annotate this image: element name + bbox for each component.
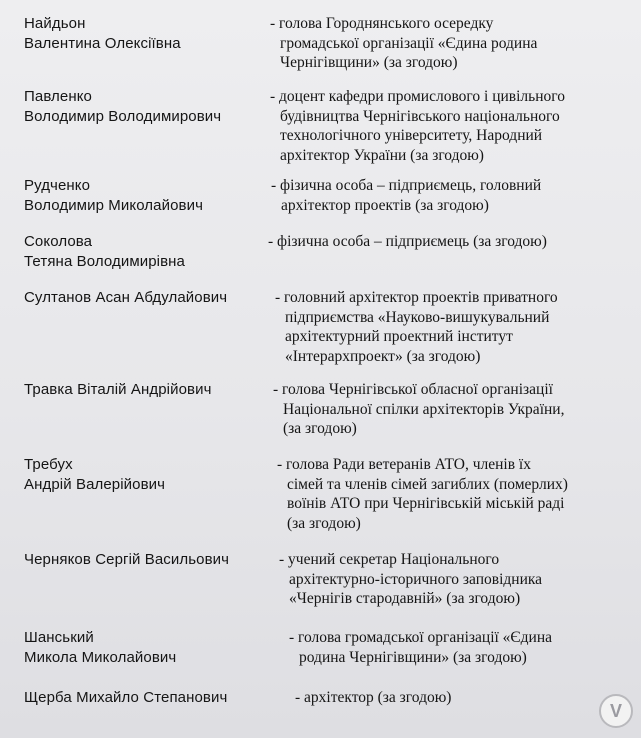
member-position-line: родина Чернігівщини» (за згодою)	[299, 648, 527, 666]
member-position-line: (за згодою)	[283, 420, 357, 437]
member-position-line: воїнів АТО при Чернігівській міській раді	[287, 495, 565, 512]
member-position-line: підприємства «Науково-вишукувальний	[285, 308, 550, 326]
member-position	[271, 176, 542, 215]
member-position	[277, 455, 568, 533]
member-name-line: Черняков Сергій Васильович	[24, 551, 230, 568]
member-name	[24, 550, 274, 570]
member-position	[279, 550, 543, 609]
member-name	[24, 628, 274, 668]
member-position	[268, 232, 547, 252]
member-position-line: архітектурно-історичного заповідника	[289, 570, 543, 588]
member-name	[24, 176, 274, 216]
member-position-line: будівництва Чернігівського національного	[280, 107, 560, 125]
member-position-line: - учений секретар Національного	[279, 551, 500, 568]
member-position-line: - голова громадської організації «Єдина	[289, 629, 553, 646]
member-position-line: - головний архітектор проектів приватного	[275, 289, 558, 306]
member-name-line: Микола Миколайович	[24, 649, 177, 666]
member-name	[24, 14, 274, 54]
member-name	[24, 380, 274, 400]
member-position	[270, 14, 538, 73]
member-name	[24, 455, 274, 495]
member-position	[270, 87, 565, 165]
member-name	[24, 688, 274, 708]
member-position-line: - архітектор (за згодою)	[295, 689, 452, 706]
member-name	[24, 232, 274, 272]
member-position-line: архітектор проектів (за згодою)	[281, 196, 489, 214]
member-name-line: Соколова	[24, 233, 93, 250]
watermark-letter: V	[609, 700, 622, 721]
member-name-line: Володимир Миколайович	[24, 197, 203, 214]
member-position-line: «Інтерархпроект» (за згодою)	[285, 347, 481, 365]
member-name-line: Володимир Володимирович	[24, 108, 222, 125]
member-position-line: громадської організації «Єдина родина	[280, 34, 538, 52]
watermark-logo	[599, 694, 633, 728]
member-position-line: архітектурний проектний інститут	[285, 328, 513, 345]
member-position-line: - фізична особа – підприємець (за згодою)	[268, 233, 547, 250]
member-position	[275, 288, 558, 366]
member-name-line: Валентина Олексіївна	[24, 35, 181, 52]
member-name-line: Павленко	[24, 88, 92, 105]
member-name-line: Травка Віталій Андрійович	[24, 381, 212, 398]
member-position-line: технологічного університету, Народний	[280, 127, 543, 144]
member-position-line: - голова Чернігівської обласної організації	[273, 381, 553, 398]
member-position	[273, 380, 565, 439]
member-position-line: (за згодою)	[287, 514, 361, 532]
member-position-line: Чернігівщини» (за згодою)	[280, 54, 458, 71]
member-position-line: - фізична особа – підприємець, головний	[271, 177, 542, 194]
member-name-line: Найдьон	[24, 15, 86, 32]
member-position-line: - доцент кафедри промислового і цивільного	[270, 88, 565, 105]
member-name-line: Требух	[24, 456, 73, 473]
member-position	[295, 688, 452, 708]
member-name-line: Тетяна Володимирівна	[24, 253, 185, 270]
member-name-line: Шанський	[24, 629, 94, 646]
member-position-line: «Чернігів стародавній» (за згодою)	[289, 590, 521, 607]
member-position-line: - голова Ради ветеранів АТО, членів їх	[277, 456, 531, 473]
member-position-line: Національної спілки архітекторів України,	[283, 400, 565, 418]
member-name	[24, 288, 274, 308]
member-name-line: Султанов Асан Абдулайович	[24, 289, 228, 306]
member-position-line: сімей та членів сімей загиблих (померлих)	[287, 475, 568, 493]
member-name	[24, 87, 274, 127]
member-position-line: архітектор України (за згодою)	[280, 146, 484, 164]
member-name-line: Щерба Михайло Степанович	[24, 689, 228, 706]
member-position	[289, 628, 553, 667]
member-name-line: Андрій Валерійович	[24, 476, 166, 493]
member-position-line: - голова Городнянського осередку	[270, 15, 494, 32]
member-name-line: Рудченко	[24, 177, 91, 194]
